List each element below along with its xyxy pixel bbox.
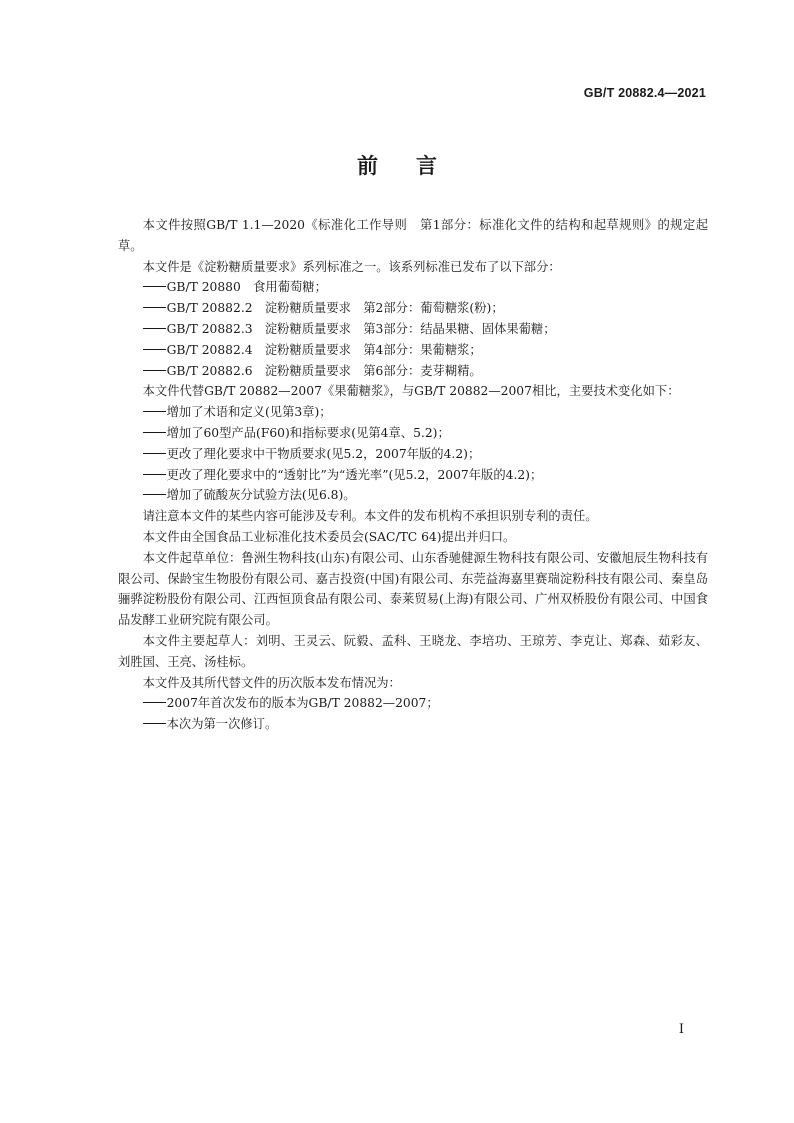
list-item xyxy=(118,402,708,423)
paragraph xyxy=(118,631,708,673)
em-dash-marker xyxy=(143,307,166,308)
paragraph-text: GB/T 20882.2 淀粉糖质量要求 第2部分：葡萄糖浆(粉)； xyxy=(166,301,504,316)
paragraph xyxy=(118,215,708,257)
paragraph-text: GB/T 20880 食用葡萄糖； xyxy=(166,280,327,295)
paragraph xyxy=(118,506,708,527)
list-item xyxy=(118,693,708,714)
list-item xyxy=(118,465,708,486)
paragraph xyxy=(118,257,708,278)
paragraph-text: 本文件是《淀粉糖质量要求》系列标准之一。该系列标准已发布了以下部分： xyxy=(142,259,561,274)
list-item xyxy=(118,277,708,298)
paragraph xyxy=(118,527,708,548)
paragraph-text: 更改了理化要求中干物质要求(见5.2，2007年版的4.2)； xyxy=(166,446,481,461)
em-dash-marker xyxy=(143,723,166,724)
list-item xyxy=(118,340,708,361)
em-dash-marker xyxy=(143,474,166,475)
paragraph-text: GB/T 20882.6 淀粉糖质量要求 第6部分：麦芽糊精。 xyxy=(166,363,482,378)
paragraph-text: 本文件主要起草人：刘明、王灵云、阮毅、孟科、王晓龙、李培功、王琼芳、李克让、郑森、茹彩友、刘胜国、王亮、汤桂标。 xyxy=(118,633,708,669)
list-item xyxy=(118,298,708,319)
em-dash-marker xyxy=(143,370,166,371)
paragraph-text: 2007年首次发布的版本为GB/T 20882—2007； xyxy=(166,696,439,711)
paragraph-text: 本文件起草单位：鲁洲生物科技(山东)有限公司、山东香驰健源生物科技有限公司、安徽旭辰生物科技有限公司、保龄宝生物股份有限公司、嘉吉投资(中国)有限公司、东莞益海嘉里赛瑞淀粉科技有限公司、秦皇岛骊骅淀粉股份有限公司、江西恒顶食品有限公司、泰莱贸易(上海)有限公司、广州双桥股份有限公司、中国食品发酵工业研究院有限公司。 xyxy=(118,550,708,628)
paragraph xyxy=(118,381,708,402)
paragraph-text: GB/T 20882.3 淀粉糖质量要求 第3部分：结晶果糖、固体果葡糖； xyxy=(166,321,556,336)
paragraph-text: GB/T 20882.4 淀粉糖质量要求 第4部分：果葡糖浆； xyxy=(166,342,482,357)
list-item xyxy=(118,361,708,382)
em-dash-marker xyxy=(143,702,166,703)
em-dash-marker xyxy=(143,411,166,412)
foreword-body xyxy=(118,215,708,735)
list-item xyxy=(118,714,708,735)
paragraph-text: 增加了术语和定义(见第3章)； xyxy=(166,405,332,420)
list-item xyxy=(118,444,708,465)
em-dash-marker xyxy=(143,286,166,287)
em-dash-marker xyxy=(143,349,166,350)
list-item xyxy=(118,423,708,444)
paragraph xyxy=(118,548,708,631)
paragraph-text: 增加了60型产品(F60)和指标要求(见第4章、5.2)； xyxy=(166,425,450,440)
page-title: 前言 xyxy=(357,154,475,178)
paragraph-text: 本文件及其所代替文件的历次版本发布情况为： xyxy=(142,675,401,690)
paragraph-text: 本文件由全国食品工业标准化技术委员会(SAC/TC 64)提出并归口。 xyxy=(142,529,516,544)
standard-number: GB/T 20882.4—2021 xyxy=(583,86,706,100)
page-number: I xyxy=(678,1022,684,1037)
paragraph-text: 本文件代替GB/T 20882—2007《果葡糖浆》，与GB/T 20882—2007相比，主要技术变化如下： xyxy=(142,384,680,399)
paragraph xyxy=(118,673,708,694)
paragraph-text: 本文件按照GB/T 1.1—2020《标准化工作导则 第1部分：标准化文件的结构和起草规则》的规定起草。 xyxy=(118,218,708,253)
list-item xyxy=(118,485,708,506)
em-dash-marker xyxy=(143,328,166,329)
list-item xyxy=(118,319,708,340)
paragraph-text: 更改了理化要求中的“透射比”为“透光率”(见5.2，2007年版的4.2)； xyxy=(166,467,543,482)
em-dash-marker xyxy=(143,453,166,454)
em-dash-marker xyxy=(143,432,166,433)
paragraph-text: 本次为第一次修订。 xyxy=(166,717,278,732)
paragraph-text: 增加了硫酸灰分试验方法(见6.8)。 xyxy=(166,488,356,503)
paragraph-text: 请注意本文件的某些内容可能涉及专利。本文件的发布机构不承担识别专利的责任。 xyxy=(142,509,598,524)
em-dash-marker xyxy=(143,494,166,495)
